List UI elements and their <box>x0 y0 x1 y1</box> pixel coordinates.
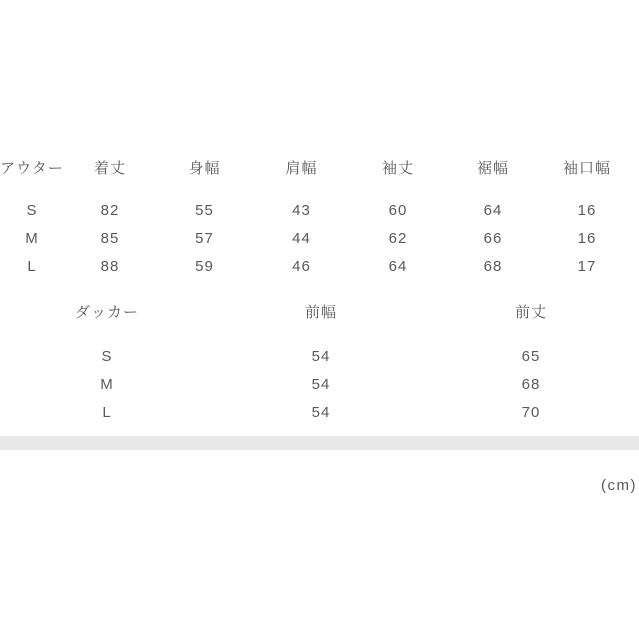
outer-table-header-row <box>0 153 639 181</box>
outer-table-title: アウター <box>0 159 64 177</box>
dacker-table-title: ダッカー <box>74 303 139 321</box>
measurement-value: 85 <box>100 229 120 247</box>
outer-header-body-width: 身幅 <box>188 159 221 177</box>
size-label: L <box>27 257 37 275</box>
measurement-value: 54 <box>311 347 331 365</box>
size-label: S <box>101 347 113 365</box>
outer-table-header-gap <box>0 181 639 196</box>
measurement-value: 16 <box>577 201 597 219</box>
measurement-value: 57 <box>195 229 214 247</box>
size-label: M <box>25 229 39 247</box>
measurement-value: 64 <box>483 201 503 219</box>
measurement-value: 59 <box>195 257 214 275</box>
dacker-header-front-length: 前丈 <box>514 303 547 321</box>
measurement-value: 55 <box>195 201 214 219</box>
measurement-value: 65 <box>521 347 541 365</box>
dacker-table-header-gap <box>0 325 639 342</box>
measurement-value: 60 <box>388 201 408 219</box>
measurement-value: 54 <box>311 403 331 421</box>
size-label: L <box>102 403 112 421</box>
outer-table-row-m <box>0 224 639 252</box>
outer-header-cuff-width: 袖口幅 <box>562 159 611 177</box>
measurement-value: 68 <box>521 375 541 393</box>
dacker-header-front-width: 前幅 <box>304 303 337 321</box>
measurement-value: 68 <box>483 257 503 275</box>
outer-table-row-l <box>0 252 639 280</box>
unit-label: (cm) <box>601 477 637 494</box>
measurement-value: 16 <box>577 229 597 247</box>
measurement-value: 66 <box>483 229 503 247</box>
outer-header-sleeve-length: 袖丈 <box>381 159 414 177</box>
measurement-value: 43 <box>292 201 311 219</box>
dacker-table-row-m <box>0 370 639 398</box>
size-label: S <box>26 201 38 219</box>
measurement-value: 62 <box>388 229 408 247</box>
measurement-value: 17 <box>577 257 597 275</box>
measurement-value: 46 <box>292 257 311 275</box>
dacker-table-row-l <box>0 398 639 426</box>
measurement-value: 88 <box>100 257 120 275</box>
measurement-value: 54 <box>311 375 331 393</box>
outer-header-shoulder-width: 肩幅 <box>285 159 318 177</box>
measurement-value: 44 <box>292 229 311 247</box>
measurement-value: 70 <box>521 403 541 421</box>
dacker-size-table <box>0 297 639 426</box>
size-label: M <box>100 375 114 393</box>
outer-size-table <box>0 153 639 280</box>
outer-table-row-s <box>0 196 639 224</box>
dacker-table-row-s <box>0 342 639 370</box>
dacker-table-header-row <box>0 297 639 325</box>
measurement-value: 82 <box>100 201 120 219</box>
outer-header-body-length: 着丈 <box>93 159 126 177</box>
outer-header-hem-width: 裾幅 <box>476 159 509 177</box>
divider-bar <box>0 436 639 450</box>
measurement-value: 64 <box>388 257 408 275</box>
